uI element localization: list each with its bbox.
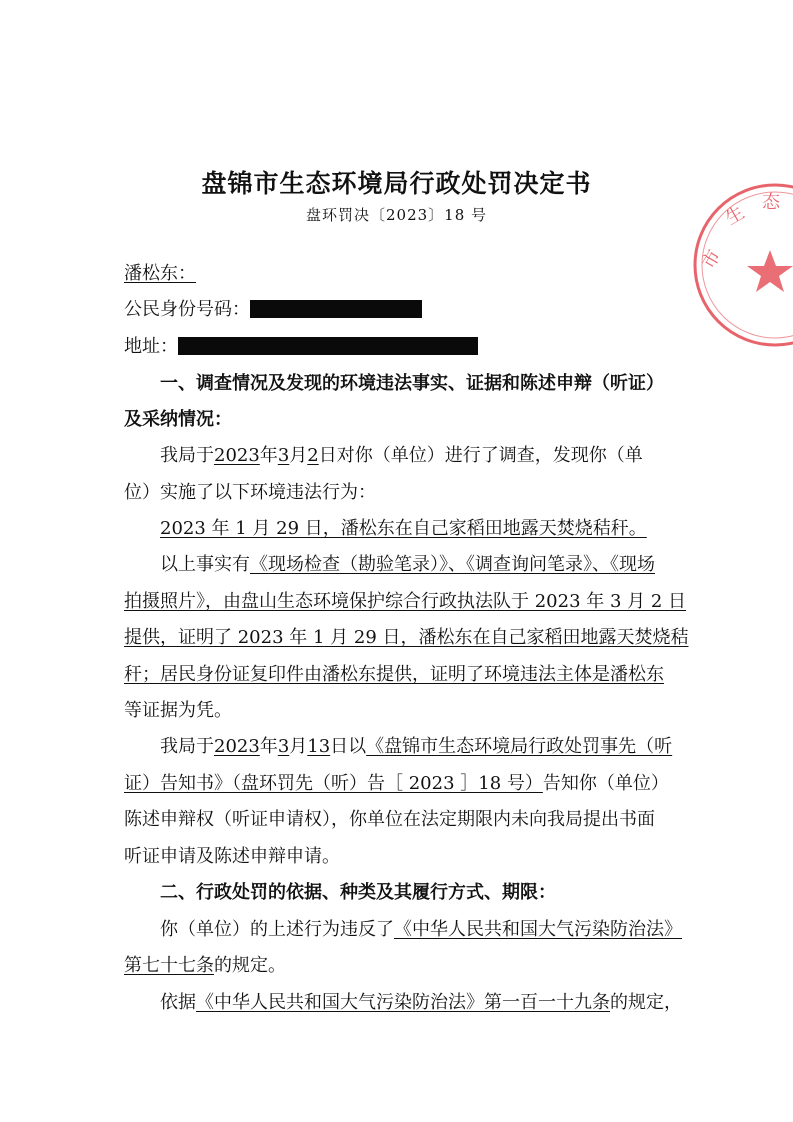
- text-run: 的规定，: [610, 992, 682, 1013]
- violation-statement: 2023 年 1 月 29 日，潘松东在自己家稻田地露天焚烧秸秆。: [160, 518, 647, 539]
- law-article: 第一百一十九条: [484, 992, 610, 1013]
- seal-char: 生: [722, 202, 749, 230]
- date-month: 3: [277, 736, 290, 757]
- date-day: 2: [307, 445, 319, 466]
- law-article: 第七十七条: [124, 955, 214, 976]
- section1-p1-line2: 位）实施了以下环境违法行为：: [124, 482, 376, 503]
- section1-p3-line1: [160, 735, 672, 759]
- redacted-id: [250, 300, 422, 318]
- section1-heading-line1: 一、调查情况及发现的环境违法事实、证据和陈述申辩（听证）: [160, 373, 664, 394]
- text-run: 年: [259, 445, 278, 466]
- section1-p2-line3: 提供，证明了 2023 年 1 月 29 日，潘松东在自己家稻田地露天焚烧秸: [124, 627, 689, 648]
- text-run: 你（单位）的上述行为违反了: [160, 919, 394, 940]
- party-id-row: [124, 298, 422, 322]
- section1-p2-line4: 秆；居民身份证复印件由潘松东提供，证明了环境违法主体是潘松东: [124, 664, 664, 685]
- text-run: 以上事实有: [160, 554, 250, 575]
- section2-heading: 二、行政处罚的依据、种类及其履行方式、期限：: [160, 882, 556, 903]
- section1-p2-line5: 等证据为凭。: [124, 700, 232, 721]
- document-number: 盘环罚决〔2023〕18 号: [305, 206, 488, 224]
- official-seal-icon: [690, 180, 793, 350]
- address-label: 地址：: [124, 336, 178, 357]
- redacted-address: [178, 337, 478, 355]
- text-run: 告知你（单位）: [542, 773, 669, 794]
- document-title: 盘锦市生态环境局行政处罚决定书: [201, 169, 592, 198]
- notice-title: 《盘锦市生态环境局行政处罚事先（听: [366, 736, 673, 757]
- text-run: 月: [289, 445, 308, 466]
- id-label: 公民身份号码：: [124, 299, 250, 320]
- section1-p3-line4: 听证申请及陈述申辩申请。: [124, 846, 340, 867]
- text-run: 我局于: [160, 445, 214, 466]
- text-run: 我局于: [160, 736, 214, 757]
- text-run: 依据: [160, 992, 196, 1013]
- party-address-row: [124, 335, 478, 359]
- seal-char: 市: [698, 246, 726, 273]
- section2-p2-line1: [160, 991, 682, 1015]
- law-name: 《中华人民共和国大气污染防治法》: [196, 992, 484, 1013]
- text-run: 月: [289, 736, 308, 757]
- date-month: 3: [277, 445, 290, 466]
- date-year: 2023: [214, 736, 260, 757]
- section1-p3-line2: [124, 772, 669, 796]
- party-name: [124, 262, 196, 286]
- text-run: 年: [259, 736, 278, 757]
- text-run: 的规定。: [214, 955, 286, 976]
- section1-p1-line1: [160, 444, 643, 468]
- date-day: 13: [307, 736, 331, 757]
- section1-p2-line1: [160, 553, 655, 577]
- text-run: 日以: [330, 736, 367, 757]
- text-run: 日对你（单位）进行了调查，发现你（单: [318, 445, 643, 466]
- section2-p1-line2: [124, 954, 286, 978]
- seal-char: 态: [762, 192, 780, 213]
- notice-number: 证）告知书》（盘环罚先（听）告［ 2023 ］18 号）: [124, 773, 543, 794]
- party-name-text: 潘松东：: [124, 263, 196, 284]
- section2-p1-line1: [160, 918, 682, 942]
- section1-p3-line3: 陈述申辩权（听证申请权），你单位在法定期限内未向我局提出书面: [124, 809, 655, 830]
- section1-p2-line2: 拍摄照片》，由盘山生态环境保护综合行政执法队于 2023 年 3 月 2 日: [124, 591, 687, 612]
- date-year: 2023: [214, 445, 260, 466]
- section1-heading-line2: 及采纳情况：: [124, 409, 232, 430]
- law-name: 《中华人民共和国大气污染防治法》: [394, 919, 682, 940]
- evidence-list: 《现场检查（勘验笔录）》、《调查询问笔录》、《现场: [250, 554, 655, 575]
